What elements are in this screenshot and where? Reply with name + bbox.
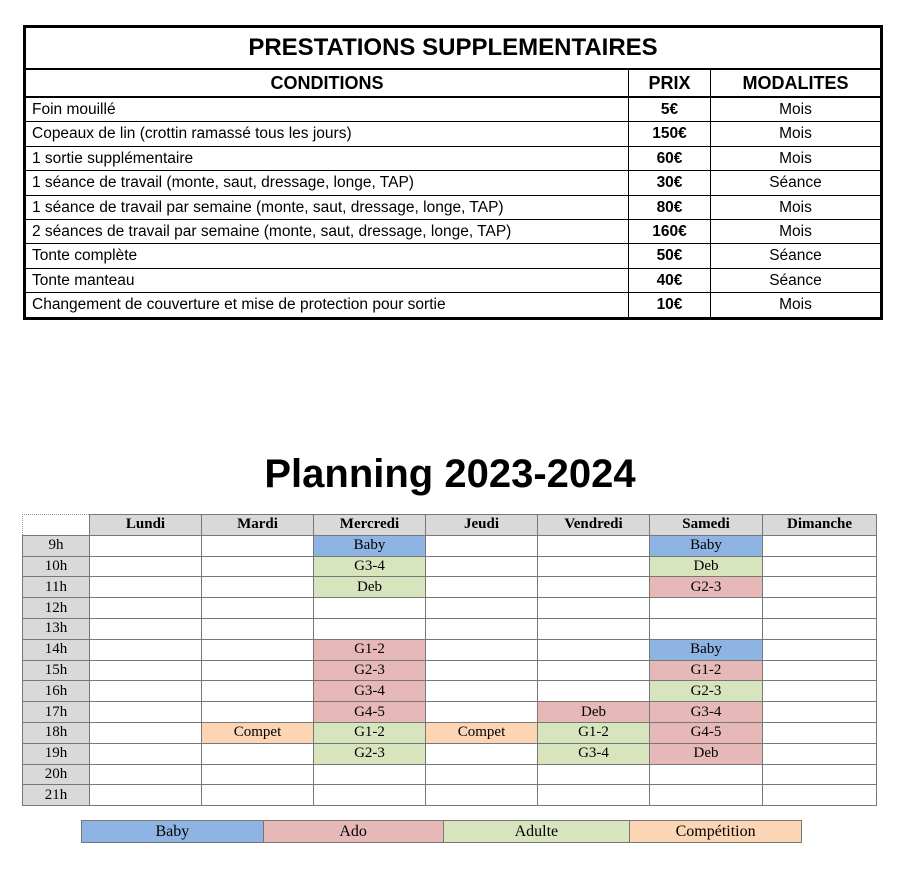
empty-cell [426,598,538,619]
session-cell: G1-2 [314,639,426,660]
empty-cell [314,598,426,619]
hour-label: 19h [23,743,90,764]
empty-cell [202,764,314,785]
session-cell: Deb [650,556,763,577]
empty-cell [90,639,202,660]
empty-cell [538,681,650,702]
empty-cell [763,618,877,639]
empty-cell [314,618,426,639]
planning-table [22,514,877,806]
prestation-row [25,219,882,243]
session-cell: G3-4 [650,702,763,723]
prestation-condition: Tonte manteau [25,268,629,292]
prestation-prix: 160€ [629,219,711,243]
empty-cell [202,785,314,806]
session-cell: Deb [314,577,426,598]
prestation-prix: 80€ [629,195,711,219]
prestation-modalite: Mois [711,195,882,219]
prestation-condition: 1 sortie supplémentaire [25,146,629,170]
empty-cell [90,702,202,723]
empty-cell [538,535,650,556]
empty-cell [763,743,877,764]
prestation-prix: 30€ [629,171,711,195]
empty-cell [202,535,314,556]
empty-cell [90,764,202,785]
empty-cell [538,577,650,598]
empty-cell [650,764,763,785]
empty-cell [202,598,314,619]
prestation-modalite: Mois [711,219,882,243]
day-header-vendredi: Vendredi [538,515,650,536]
hour-label: 21h [23,785,90,806]
empty-cell [426,785,538,806]
day-header-mercredi: Mercredi [314,515,426,536]
empty-cell [426,743,538,764]
empty-cell [90,556,202,577]
session-cell: G4-5 [314,702,426,723]
empty-cell [426,681,538,702]
session-cell: G1-2 [314,722,426,743]
empty-cell [202,743,314,764]
planning-row [23,660,877,681]
prestation-prix: 60€ [629,146,711,170]
empty-cell [763,722,877,743]
empty-cell [202,660,314,681]
planning-title: Planning 2023-2024 [264,452,636,496]
hour-label: 11h [23,577,90,598]
empty-cell [763,660,877,681]
day-header-jeudi: Jeudi [426,515,538,536]
session-cell: G2-3 [650,681,763,702]
empty-cell [426,660,538,681]
empty-cell [90,535,202,556]
prestation-prix: 40€ [629,268,711,292]
planning-header-row [23,515,877,536]
session-cell: G3-4 [314,681,426,702]
empty-cell [763,702,877,723]
empty-cell [426,618,538,639]
prestation-condition: Foin mouillé [25,97,629,122]
empty-cell [538,660,650,681]
empty-cell [202,702,314,723]
empty-cell [650,618,763,639]
prestation-modalite: Mois [711,146,882,170]
header-prix: PRIX [629,69,711,97]
prestation-row [25,268,882,292]
hour-label: 9h [23,535,90,556]
session-cell: G3-4 [314,556,426,577]
empty-cell [202,577,314,598]
prestation-modalite: Séance [711,268,882,292]
prestation-condition: Changement de couverture et mise de protection pour sortie [25,293,629,318]
empty-cell [90,785,202,806]
prestation-prix: 5€ [629,97,711,122]
day-header-dimanche: Dimanche [763,515,877,536]
planning-row [23,639,877,660]
session-cell: Baby [650,535,763,556]
hour-label: 17h [23,702,90,723]
prestation-modalite: Séance [711,171,882,195]
prestation-condition: Copeaux de lin (crottin ramassé tous les jours) [25,122,629,146]
planning-row [23,618,877,639]
empty-cell [538,598,650,619]
prestation-condition: Tonte complète [25,244,629,268]
prestation-prix: 50€ [629,244,711,268]
empty-cell [763,577,877,598]
planning-row [23,535,877,556]
planning-row [23,702,877,723]
legend-compet: Compétition [630,821,801,842]
empty-cell [90,598,202,619]
empty-cell [90,743,202,764]
empty-cell [202,618,314,639]
empty-cell [538,639,650,660]
prestations-table [23,25,883,320]
session-cell: Compet [202,722,314,743]
prestation-row [25,293,882,318]
day-header-lundi: Lundi [90,515,202,536]
prestations-title: PRESTATIONS SUPPLEMENTAIRES [25,27,882,70]
prestation-condition: 1 séance de travail par semaine (monte, saut, dressage, longe, TAP) [25,195,629,219]
empty-cell [763,681,877,702]
empty-cell [763,556,877,577]
planning-row [23,681,877,702]
planning-row [23,743,877,764]
empty-cell [90,577,202,598]
empty-cell [314,785,426,806]
prestation-row [25,171,882,195]
prestation-condition: 1 séance de travail (monte, saut, dressage, longe, TAP) [25,171,629,195]
empty-cell [763,639,877,660]
prestation-modalite: Mois [711,122,882,146]
empty-cell [426,702,538,723]
empty-cell [90,660,202,681]
empty-cell [426,639,538,660]
prestation-modalite: Séance [711,244,882,268]
planning-row [23,556,877,577]
hour-label: 10h [23,556,90,577]
prestation-condition: 2 séances de travail par semaine (monte, saut, dressage, longe, TAP) [25,219,629,243]
hour-label: 15h [23,660,90,681]
empty-cell [538,556,650,577]
day-header-samedi: Samedi [650,515,763,536]
prestation-row [25,195,882,219]
empty-cell [426,764,538,785]
empty-cell [426,535,538,556]
prestation-row [25,97,882,122]
empty-cell [538,764,650,785]
planning-row [23,722,877,743]
empty-cell [763,535,877,556]
planning-row [23,598,877,619]
hour-label: 13h [23,618,90,639]
session-cell: G2-3 [314,660,426,681]
prestation-modalite: Mois [711,97,882,122]
planning-row [23,785,877,806]
empty-cell [90,618,202,639]
planning-row [23,764,877,785]
header-modalites: MODALITES [711,69,882,97]
empty-cell [763,598,877,619]
session-cell: Deb [650,743,763,764]
empty-cell [314,764,426,785]
prestations-body [25,97,882,318]
hour-label: 20h [23,764,90,785]
empty-cell [202,639,314,660]
empty-cell [650,598,763,619]
prestation-prix: 10€ [629,293,711,318]
empty-cell [538,785,650,806]
empty-cell [650,785,763,806]
session-cell: G3-4 [538,743,650,764]
session-cell: Deb [538,702,650,723]
session-cell: G1-2 [650,660,763,681]
planning-legend [81,820,802,843]
empty-cell [202,681,314,702]
header-conditions: CONDITIONS [25,69,629,97]
hour-label: 14h [23,639,90,660]
session-cell: G4-5 [650,722,763,743]
session-cell: Baby [650,639,763,660]
prestation-prix: 150€ [629,122,711,146]
prestation-row [25,244,882,268]
planning-body [23,535,877,805]
empty-cell [426,556,538,577]
empty-cell [763,764,877,785]
session-cell: G1-2 [538,722,650,743]
hour-label: 16h [23,681,90,702]
hour-label: 12h [23,598,90,619]
planning-row [23,577,877,598]
empty-cell [202,556,314,577]
session-cell: G2-3 [650,577,763,598]
empty-cell [763,785,877,806]
planning-corner-cell [23,515,90,536]
hour-label: 18h [23,722,90,743]
empty-cell [426,577,538,598]
empty-cell [90,681,202,702]
day-header-mardi: Mardi [202,515,314,536]
prestation-row [25,122,882,146]
prestation-modalite: Mois [711,293,882,318]
session-cell: Compet [426,722,538,743]
empty-cell [90,722,202,743]
legend-baby: Baby [82,821,264,842]
prestation-row [25,146,882,170]
legend-ado: Ado [264,821,444,842]
legend-adulte: Adulte [444,821,631,842]
session-cell: Baby [314,535,426,556]
session-cell: G2-3 [314,743,426,764]
empty-cell [538,618,650,639]
